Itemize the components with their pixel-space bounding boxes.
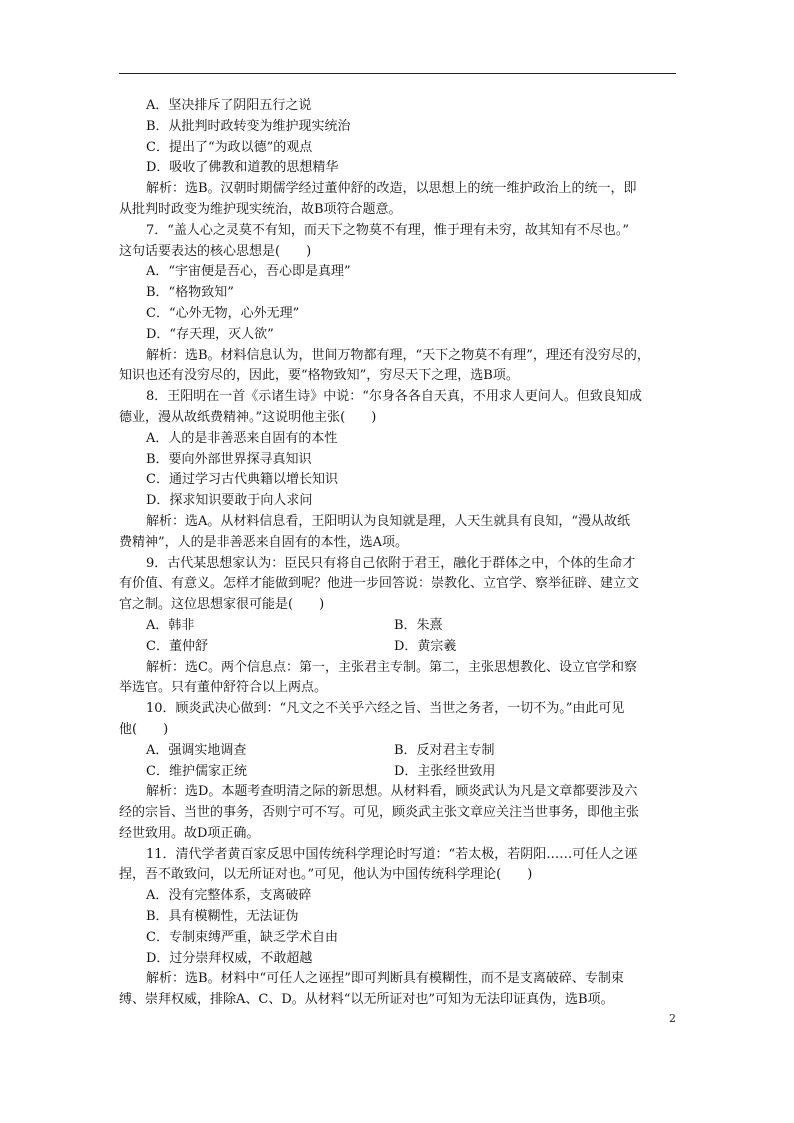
document-body: [119, 96, 676, 1011]
analysis-line: 举选官。只有董仲舒符合以上两点。: [119, 680, 328, 696]
option-row: [119, 637, 676, 658]
option-row: [119, 762, 676, 783]
option-line: B．“格物致知”: [146, 285, 234, 301]
option-d: D．主张经世致用: [394, 763, 496, 779]
question-10-line: 他( ): [119, 721, 169, 737]
option-line: A．人的是非善恶来自固有的本性: [146, 430, 338, 446]
option-line: A．坚决排斥了阴阳五行之说: [146, 98, 312, 113]
analysis-line: 解析：选B。材料信息认为，世间万物都有理，“天下之物莫不有理”，理还有没穷尽的，: [146, 347, 650, 363]
question-9-line: 9．古代某思想家认为：臣民只有将自己依附于君王，融化于群体之中，个体的生命才: [146, 555, 636, 571]
analysis-line: 缚、崇拜权威，排除A、C、D。从材料“以无所证对也”可知为无法印证真伪，选B项。: [119, 992, 614, 1008]
option-line: A．“宇宙便是吾心，吾心即是真理”: [146, 264, 351, 280]
header-rule: [119, 73, 676, 74]
analysis-line: 解析：选B。材料中“可任人之诬捏”即可判断具有模糊性，而不是支离破碎、专制束: [146, 971, 624, 987]
analysis-line: 解析：选B。汉朝时期儒学经过董仲舒的改造，以思想上的统一维护政治上的统一，即: [146, 181, 637, 197]
analysis-line: 解析：选C。两个信息点：第一，主张君主专制。第二，主张思想教化、设立官学和察: [146, 659, 637, 675]
option-line: B．要向外部世界探寻真知识: [146, 451, 312, 467]
analysis-line: 解析：选D。本题考查明清之际的新思想。从材料看，顾炎武认为凡是文章都要涉及六: [146, 784, 638, 800]
question-7-line: 这句话要表达的核心思想是( ): [119, 243, 312, 259]
option-a: A．韩非: [146, 617, 195, 633]
analysis-line: 知识也还有没穷尽的，因此，要“格物致知”，穷尽天下之理，选B项。: [119, 368, 519, 384]
option-line: D．吸收了佛教和道教的思想精华: [146, 160, 339, 176]
question-9-line: 官之制。这位思想家很可能是( ): [119, 597, 325, 613]
option-line: B．从批判时政转变为维护现实统治: [146, 118, 351, 134]
option-line: A．没有完整体系，支离破碎: [146, 888, 312, 904]
option-line: B．具有模糊性，无法证伪: [146, 909, 299, 925]
question-7-line: 7．“盖人心之灵莫不有知，而天下之物莫不有理，惟于理有未穷，故其知有不尽也。”: [146, 222, 630, 238]
option-line: C．提出了“为政以德”的观点: [146, 139, 313, 155]
option-line: D．过分崇拜权威，不敢超越: [146, 950, 313, 966]
option-line: D．探求知识要敢于向人求问: [146, 493, 313, 509]
option-a: A．强调实地调查: [146, 742, 247, 758]
analysis-line: 解析：选A。从材料信息看，王阳明认为良知就是理，人天生就具有良知，“漫从故纸: [146, 513, 631, 529]
analysis-line: 费精神”，人的是非善恶来自固有的本性，选A项。: [119, 534, 409, 550]
page-number: 2: [669, 1012, 676, 1025]
option-c: C．董仲舒: [146, 638, 208, 654]
option-line: C．“心外无物，心外无理”: [146, 305, 300, 321]
option-d: D．黄宗羲: [394, 638, 457, 654]
option-b: B．朱熹: [394, 617, 443, 633]
option-b: B．反对君主专制: [394, 742, 495, 758]
option-row: [119, 616, 676, 637]
question-10-line: 10．顾炎武决心做到：“凡文之不关乎六经之旨、当世之务者，一切不为。”由此可见: [146, 701, 625, 717]
option-line: C．专制束缚严重，缺乏学术自由: [146, 929, 338, 945]
analysis-line: 从批判时政变为维护现实统治，故B项符合题意。: [119, 201, 402, 217]
analysis-line: 经世致用。故D项正确。: [119, 825, 260, 841]
analysis-line: 经的宗旨、当世的事务，否则宁可不写。可见，顾炎武主张文章应关注当世事务，即他主张: [119, 805, 640, 821]
option-c: C．维护儒家正统: [146, 763, 247, 779]
question-8-line: 德业，漫从故纸费精神。”这说明他主张( ): [119, 409, 377, 425]
question-8-line: 8．王阳明在一首《示诸生诗》中说：“尔身各各自天真，不用求人更问人。但致良知成: [146, 389, 642, 405]
option-line: D．“存天理，灭人欲”: [146, 326, 274, 342]
option-row: [119, 741, 676, 762]
question-11-line: 11．清代学者黄百家反思中国传统科学理论时写道：“若太极，若阴阳……可任人之诬: [146, 846, 638, 862]
question-9-line: 有价值、有意义。怎样才能做到呢？他进一步回答说：崇教化、立官学、察举征辟、建立文: [119, 576, 640, 592]
option-line: C．通过学习古代典籍以增长知识: [146, 472, 338, 488]
question-11-line: 捏，吾不敢致问，以无所证对也。”可见，他认为中国传统科学理论( ): [119, 867, 533, 883]
